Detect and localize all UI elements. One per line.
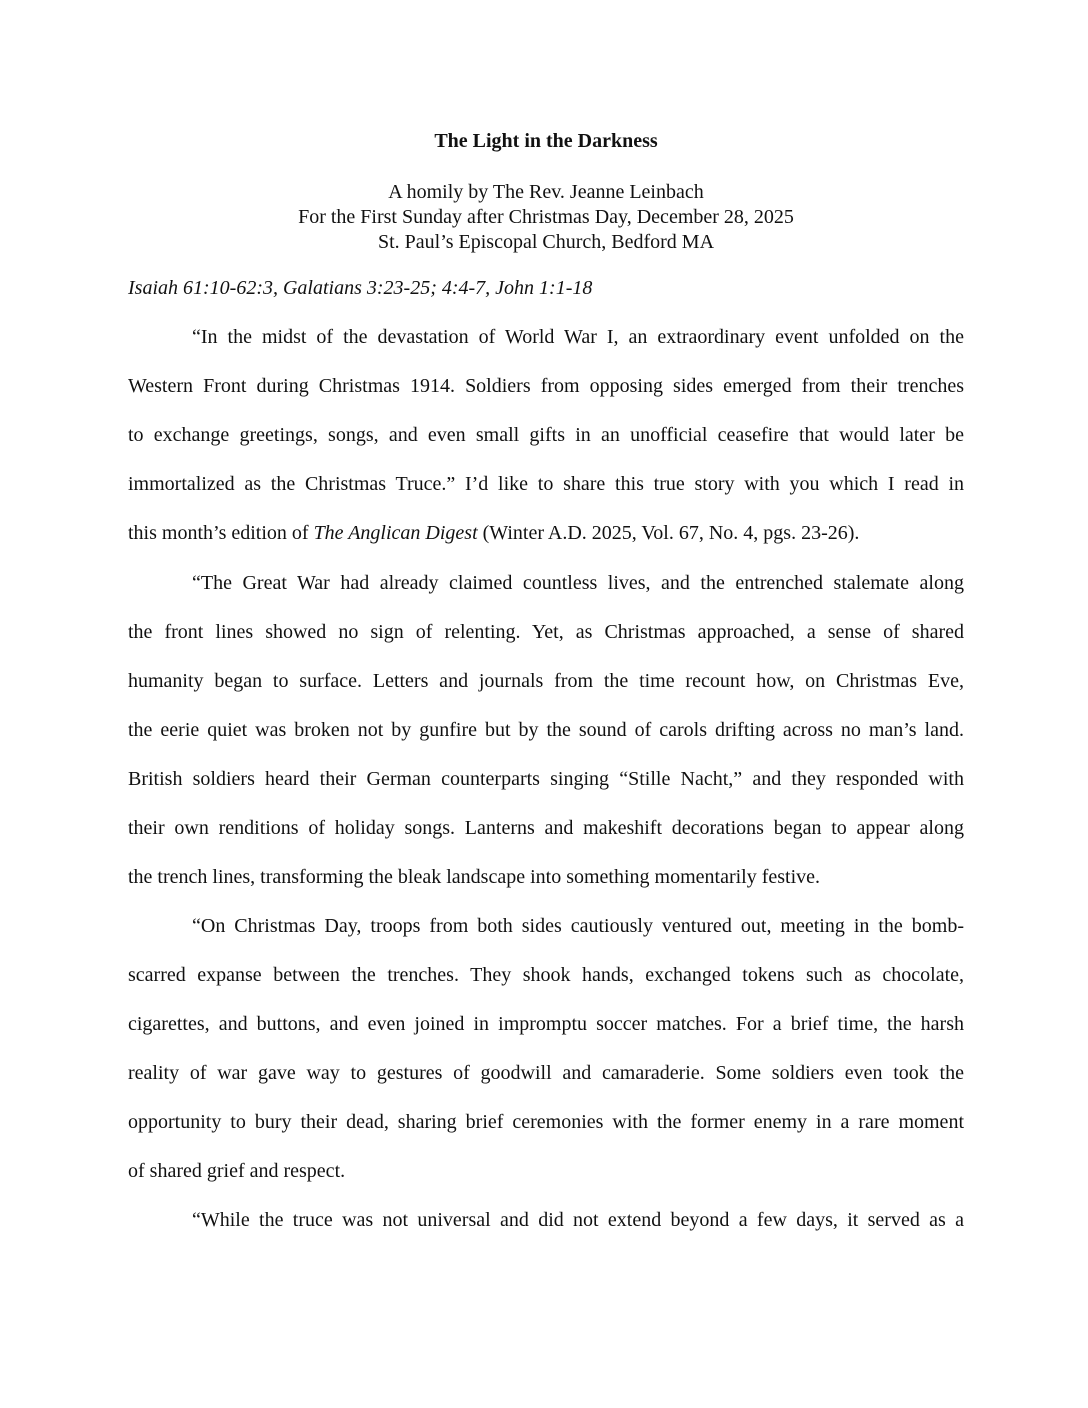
paragraph-line: opportunity to bury their dead, sharing brief ceremonies with the former enemy in a rare moment bbox=[128, 1111, 964, 1133]
paragraph-line: immortalized as the Christmas Truce.” I’d like to share this true story with you which I read in bbox=[128, 473, 964, 495]
paragraph-line: the trench lines, transforming the bleak landscape into something momentarily festive. bbox=[128, 866, 821, 888]
line-text: this month’s edition of bbox=[128, 522, 314, 544]
paragraph-line: “The Great War had already claimed countless lives, and the entrenched stalemate along bbox=[192, 572, 964, 594]
paragraph-line: the front lines showed no sign of relenting. Yet, as Christmas approached, a sense of shared bbox=[128, 621, 964, 643]
paragraph-line: to exchange greetings, songs, and even small gifts in an unofficial ceasefire that would later be bbox=[128, 424, 964, 446]
homily-byline bbox=[128, 180, 964, 255]
scripture-readings: Isaiah 61:10-62:3, Galatians 3:23-25; 4:4-7, John 1:1-18 bbox=[128, 277, 593, 299]
church-line: St. Paul’s Episcopal Church, Bedford MA bbox=[377, 231, 715, 253]
author-line: A homily by The Rev. Jeanne Leinbach bbox=[388, 181, 704, 203]
paragraph-line: British soldiers heard their German counterparts singing “Stille Nacht,” and they responded with bbox=[128, 768, 964, 790]
publication-title: The Anglican Digest bbox=[313, 522, 478, 544]
paragraph-line: their own renditions of holiday songs. Lanterns and makeshift decorations began to appear along bbox=[128, 817, 964, 839]
paragraph-line: scarred expanse between the trenches. They shook hands, exchanged tokens such as chocolate, bbox=[128, 964, 964, 986]
homily-title: The Light in the Darkness bbox=[434, 130, 658, 152]
paragraph-line: “In the midst of the devastation of World War I, an extraordinary event unfolded on the bbox=[192, 326, 964, 348]
occasion-line: For the First Sunday after Christmas Day, December 28, 2025 bbox=[298, 206, 794, 228]
paragraph-line: the eerie quiet was broken not by gunfire but by the sound of carols drifting across no man’s land. bbox=[128, 719, 964, 741]
paragraph-line: “On Christmas Day, troops from both sides cautiously ventured out, meeting in the bomb- bbox=[192, 915, 964, 937]
line-text: (Winter A.D. 2025, Vol. 67, No. 4, pgs. 23-26). bbox=[477, 522, 860, 544]
paragraph-line: “While the truce was not universal and did not extend beyond a few days, it served as a bbox=[192, 1209, 964, 1231]
paragraph-line: humanity began to surface. Letters and journals from the time recount how, on Christmas Eve, bbox=[128, 670, 964, 692]
paragraph-line bbox=[128, 519, 859, 547]
document-page bbox=[128, 0, 964, 1408]
paragraph-line: of shared grief and respect. bbox=[128, 1160, 346, 1182]
paragraph-line: Western Front during Christmas 1914. Soldiers from opposing sides emerged from their trenches bbox=[128, 375, 964, 397]
paragraph-line: cigarettes, and buttons, and even joined in impromptu soccer matches. For a brief time, the harsh bbox=[128, 1013, 964, 1035]
paragraph-line: reality of war gave way to gestures of goodwill and camaraderie. Some soldiers even took the bbox=[128, 1062, 964, 1084]
